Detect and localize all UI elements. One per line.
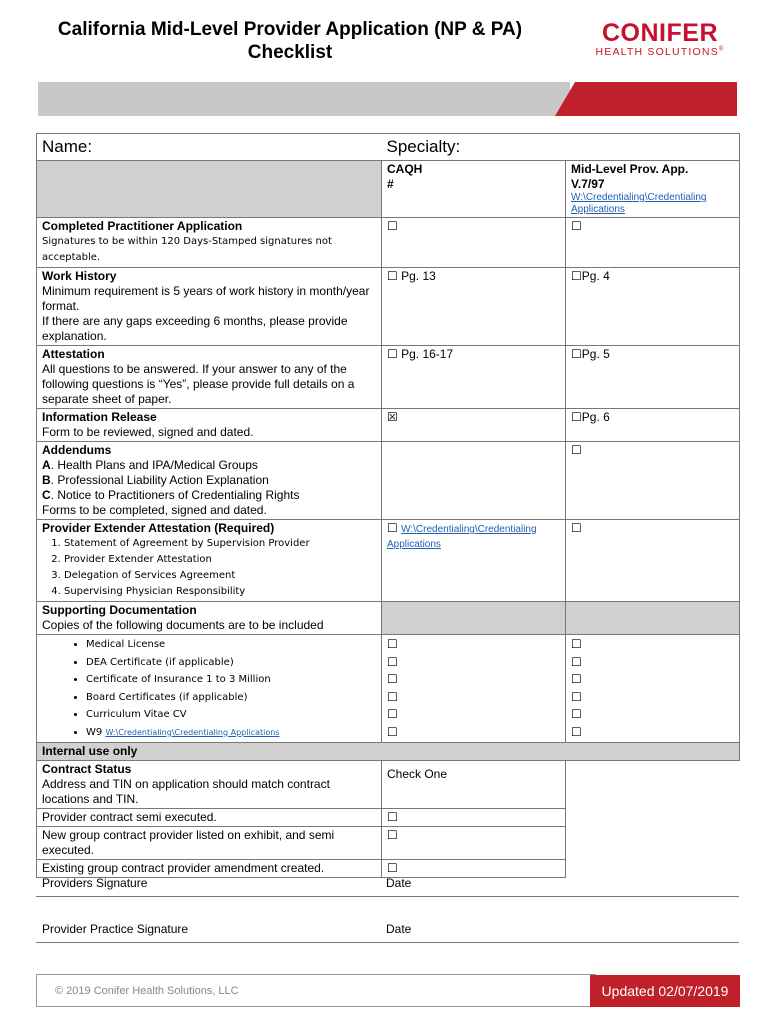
column-header-shaded [37, 161, 382, 218]
midlevel-column-header [566, 161, 740, 218]
updated-badge: Updated 02/07/2019 [590, 975, 740, 1007]
pea-item: 4. Supervising Physician Responsibility [64, 584, 376, 600]
title-line-2: Checklist [247, 42, 333, 63]
conifer-logo [585, 20, 735, 58]
contract-line1: Address and TIN on application should match contract locations and TIN. [42, 777, 330, 806]
supporting-docs-list [42, 636, 376, 741]
doc-caqh-checkbox[interactable]: ☐ [387, 689, 398, 704]
work-history-caqh-page: Pg. 13 [401, 269, 436, 283]
doc-item: • Medical License [86, 636, 376, 654]
supporting-mid-shaded [566, 602, 740, 635]
midlevel-version: V.7/97 [571, 177, 605, 191]
doc-caqh-checkbox[interactable]: ☐ [387, 654, 398, 669]
row-work-history [37, 268, 740, 346]
work-history-title: Work History [42, 269, 117, 283]
addendum-b [42, 473, 376, 488]
checklist-table [36, 133, 740, 878]
info-release-caqh-checkbox-checked[interactable]: ☒ [387, 410, 398, 424]
info-release-line1: Form to be reviewed, signed and dated. [42, 425, 254, 439]
practice-signature-label: Provider Practice Signature [42, 922, 189, 936]
doc-mid-checkbox[interactable]: ☐ [571, 654, 582, 669]
completed-app-caqh-checkbox[interactable]: ☐ [387, 219, 398, 233]
addendums-line4: Forms to be completed, signed and dated. [42, 503, 267, 517]
row-attestation [37, 346, 740, 409]
logo-registered-mark: ® [718, 46, 725, 53]
info-release-mid-checkbox[interactable]: ☐ [571, 410, 582, 424]
midlevel-path-link[interactable]: W:\Credentialing\Credentialing Applications [571, 192, 707, 215]
w9-label: W9 [86, 726, 103, 738]
attestation-caqh-page: Pg. 16-17 [401, 347, 454, 361]
addendum-c-key: C [42, 488, 51, 502]
internal-use-header: Internal use only [37, 743, 740, 761]
column-header-row [37, 161, 740, 218]
specialty-cell[interactable] [382, 134, 740, 161]
practice-signature-line[interactable] [36, 916, 739, 943]
row-contract-opt2 [37, 827, 740, 860]
work-history-caqh-checkbox[interactable]: ☐ [387, 269, 398, 283]
contract-opt2-blank [566, 827, 740, 860]
doc-item: • Board Certificates (if applicable) [86, 689, 376, 707]
attestation-caqh-checkbox[interactable]: ☐ [387, 347, 398, 361]
page-title [20, 18, 560, 64]
header-row [37, 134, 740, 161]
addendum-c [42, 488, 376, 503]
supporting-line1: Copies of the following documents are to be included [42, 618, 324, 632]
row-contract-opt1 [37, 809, 740, 827]
midlevel-label: Mid-Level Prov. App. [571, 162, 689, 176]
contract-opt1-label: Provider contract semi executed. [37, 809, 382, 827]
contract-mid-empty [566, 761, 740, 809]
completed-app-note: Signatures to be within 120 Days-Stamped signatures not acceptable. [42, 236, 332, 263]
addendum-a-text: . Health Plans and IPA/Medical Groups [50, 458, 258, 472]
addendums-title: Addendums [42, 443, 112, 457]
attestation-title: Attestation [42, 347, 105, 361]
pea-item: 2. Provider Extender Attestation [64, 552, 376, 568]
caqh-label: CAQH [387, 162, 423, 176]
row-supporting-documentation [37, 602, 740, 635]
addendum-c-text: . Notice to Practitioners of Credentialing Rights [50, 488, 300, 502]
attestation-line1: All questions to be answered. If your answer to any of the following questions is “Yes”, please provide full details on a separate sheet of paper. [42, 362, 355, 406]
check-one-label: Check One [387, 767, 448, 781]
doc-item: • DEA Certificate (if applicable) [86, 654, 376, 672]
name-cell[interactable] [37, 134, 382, 161]
pea-title: Provider Extender Attestation (Required) [42, 521, 275, 535]
doc-mid-checkbox[interactable]: ☐ [571, 707, 582, 721]
row-supporting-docs-list [37, 635, 740, 743]
title-line-1: California Mid-Level Provider Application (NP & PA) [57, 19, 523, 40]
doc-mid-checkbox[interactable]: ☐ [571, 724, 582, 739]
doc-item-w9 [86, 724, 376, 742]
logo-main-text: CONIFER [602, 19, 718, 47]
logo-sub-text [585, 46, 735, 58]
row-addendums [37, 442, 740, 520]
row-completed-application [37, 218, 740, 268]
providers-signature-line[interactable] [36, 870, 739, 897]
work-history-line1: Minimum requirement is 5 years of work history in month/year format. [42, 284, 370, 313]
doc-caqh-checkbox[interactable]: ☐ [387, 707, 398, 721]
addendums-caqh-empty [382, 442, 566, 520]
doc-mid-checkbox[interactable]: ☐ [571, 672, 582, 686]
completed-app-mid-checkbox[interactable]: ☐ [571, 219, 582, 233]
practice-date-label: Date [386, 922, 412, 936]
row-internal-use [37, 743, 740, 761]
addendum-a-key: A [42, 458, 51, 472]
row-contract-status [37, 761, 740, 809]
doc-caqh-checkbox[interactable]: ☐ [387, 724, 398, 739]
footer-copyright: © 2019 Conifer Health Solutions, LLC [36, 974, 596, 1007]
caqh-column-header [382, 161, 566, 218]
banner-red-bar [555, 82, 737, 116]
name-label: Name: [42, 137, 93, 156]
contract-opt3-label: Existing group contract provider amendment created. [37, 860, 382, 878]
doc-item: • Curriculum Vitae CV [86, 706, 376, 724]
specialty-label: Specialty: [386, 137, 461, 156]
pea-caqh-checkbox[interactable]: ☐ [387, 521, 398, 535]
attestation-mid-page: Pg. 5 [581, 347, 610, 361]
pea-item: 3. Delegation of Services Agreement [64, 568, 376, 584]
completed-app-title: Completed Practitioner Application [42, 219, 243, 233]
addendum-b-key: B [42, 473, 51, 487]
supporting-title: Supporting Documentation [42, 603, 197, 617]
addendums-mid-checkbox[interactable]: ☐ [571, 443, 582, 457]
logo-sub-label: HEALTH SOLUTIONS [595, 46, 719, 58]
docs-caqh-checkbox-column [382, 635, 566, 743]
contract-opt2-label: New group contract provider listed on exhibit, and semi executed. [37, 827, 382, 860]
contract-opt1-blank [566, 809, 740, 827]
doc-mid-checkbox[interactable]: ☐ [571, 637, 582, 651]
attestation-mid-checkbox[interactable]: ☐ [571, 347, 582, 361]
caqh-number-label: # [387, 177, 394, 191]
addendum-b-text: . Professional Liability Action Explanation [50, 473, 269, 487]
doc-caqh-checkbox[interactable]: ☐ [387, 672, 398, 686]
work-history-mid-page: Pg. 4 [581, 269, 610, 283]
contract-opt3-checkbox[interactable]: ☐ [387, 861, 398, 875]
doc-caqh-checkbox[interactable]: ☐ [387, 637, 398, 651]
pea-caqh-link[interactable]: W:\Credentialing\Credentialing Applications [387, 524, 537, 550]
banner-gray-bar [38, 82, 570, 116]
supporting-caqh-shaded [382, 602, 566, 635]
pea-list [42, 536, 376, 600]
addendum-a [42, 458, 376, 473]
info-release-title: Information Release [42, 410, 157, 424]
providers-signature-label: Providers Signature [42, 876, 148, 890]
work-history-line2: If there are any gaps exceeding 6 months, please provide explanation. [42, 314, 348, 343]
w9-path-link[interactable]: W:\Credentialing\Credentialing Applications [105, 727, 280, 737]
doc-item: • Certificate of Insurance 1 to 3 Million [86, 671, 376, 689]
docs-mid-checkbox-column [566, 635, 740, 743]
contract-opt2-checkbox[interactable]: ☐ [387, 828, 398, 842]
pea-mid-checkbox[interactable]: ☐ [571, 521, 582, 535]
pea-item: 1. Statement of Agreement by Supervision Provider [64, 536, 376, 552]
doc-mid-checkbox[interactable]: ☐ [571, 689, 582, 704]
row-provider-extender-attestation [37, 520, 740, 602]
providers-date-label: Date [386, 876, 412, 890]
work-history-mid-checkbox[interactable]: ☐ [571, 269, 582, 283]
info-release-mid-page: Pg. 6 [581, 410, 610, 424]
row-information-release [37, 409, 740, 442]
contract-opt1-checkbox[interactable]: ☐ [387, 810, 398, 824]
contract-title: Contract Status [42, 762, 132, 776]
